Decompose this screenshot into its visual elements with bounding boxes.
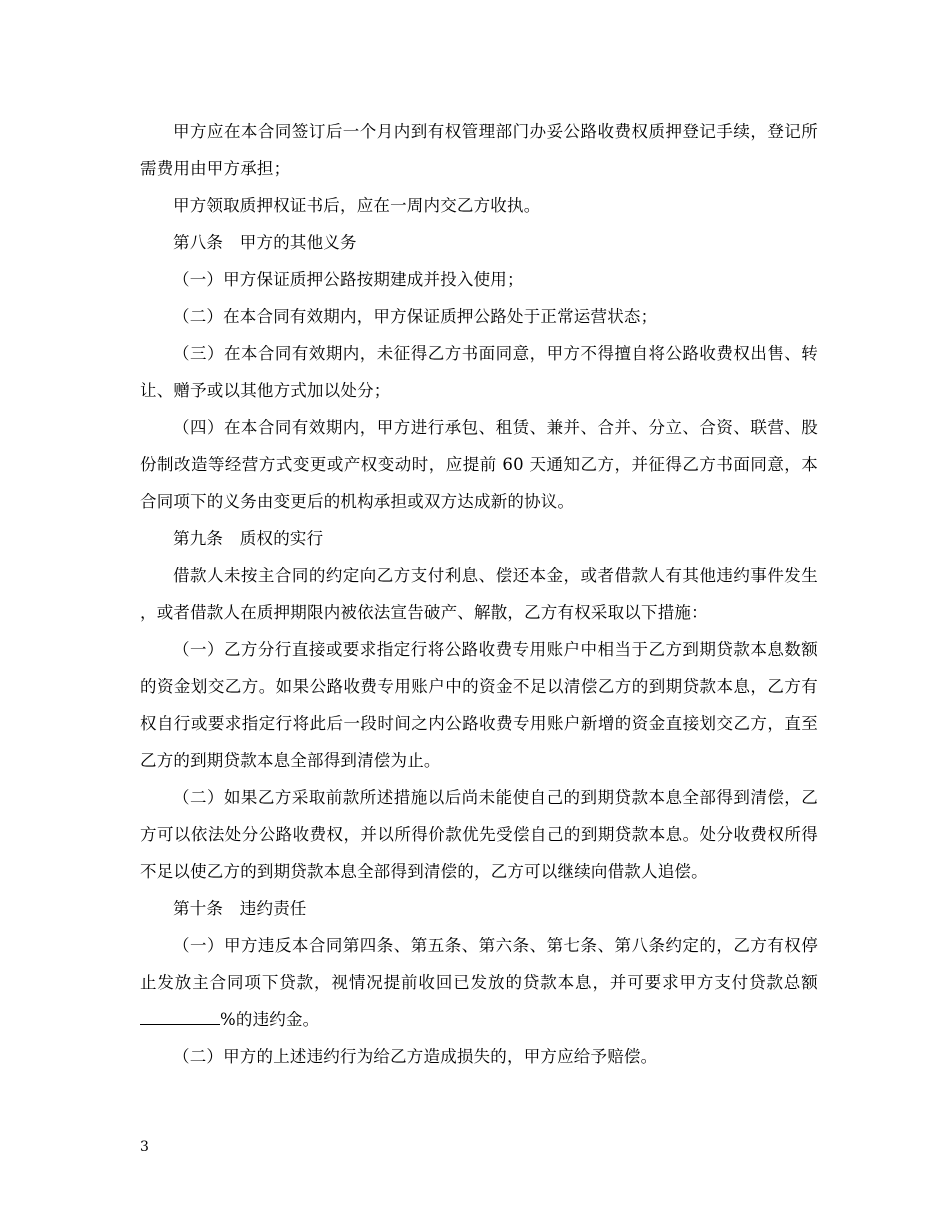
article-10-item-2: （二）甲方的上述违约行为给乙方造成损失的，甲方应给予赔偿。 bbox=[173, 1047, 658, 1066]
article-9-intro: 借款人未按主合同的约定向乙方支付利息、偿还本金，或者借款人有其他违约事件发生，或者借款人在质押期限内被依法宣告破产、解散，乙方有权采取以下措施： bbox=[140, 566, 818, 622]
article-8-item-1: （一）甲方保证质押公路按期建成并投入使用； bbox=[173, 270, 524, 289]
article-8-item-4: （四）在本合同有效期内，甲方进行承包、租赁、兼并、合并、分立、合资、联营、股份制改造等经营方式变更或产权变动时，应提前 60 天通知乙方，并征得乙方书面同意，本合同项下的义务由变更后的机构承担或双方达成新的协议。 bbox=[140, 418, 818, 511]
article-9-item-1: （一）乙方分行直接或要求指定行将公路收费专用账户中相当于乙方到期贷款本息数额的资金划交乙方。如果公路收费专用账户中的资金不足以清偿乙方的到期贷款本息，乙方有权自行或要求指定行将此后一段时间之内公路收费专用账户新增的资金直接划交乙方，直至乙方的到期贷款本息全部得到清偿为止。 bbox=[140, 640, 818, 770]
penalty-rate-blank bbox=[140, 1008, 220, 1026]
document-body bbox=[140, 113, 818, 1075]
penalty-clause-suffix: %的违约金。 bbox=[220, 1010, 320, 1029]
paragraph-registration: 甲方应在本合同签订后一个月内到有权管理部门办妥公路收费权质押登记手续，登记所需费用由甲方承担； bbox=[140, 122, 818, 178]
paragraph-certificate: 甲方领取质押权证书后，应在一周内交乙方收执。 bbox=[173, 196, 541, 215]
page-number: 3 bbox=[140, 1139, 149, 1155]
article-9-item-2: （二）如果乙方采取前款所述措施以后尚未能使自己的到期贷款本息全部得到清偿，乙方可以依法处分公路收费权，并以所得价款优先受偿自己的到期贷款本息。处分收费权所得不足以使乙方的到期贷款本息全部得到清偿的，乙方可以继续向借款人追偿。 bbox=[140, 788, 818, 881]
article-8-item-2: （二）在本合同有效期内，甲方保证质押公路处于正常运营状态； bbox=[173, 307, 658, 326]
article-10-heading: 第十条 违约责任 bbox=[173, 899, 307, 918]
penalty-clause-text: （一）甲方违反本合同第四条、第五条、第六条、第七条、第八条约定的，乙方有权停止发放主合同项下贷款，视情况提前收回已发放的贷款本息，并可要求甲方支付贷款总额 bbox=[140, 936, 818, 992]
article-10-item-1 bbox=[140, 927, 818, 1038]
article-9-heading: 第九条 质权的实行 bbox=[173, 529, 324, 548]
article-8-item-3: （三）在本合同有效期内，未征得乙方书面同意，甲方不得擅自将公路收费权出售、转让、赠予或以其他方式加以处分； bbox=[140, 344, 818, 400]
article-8-heading: 第八条 甲方的其他义务 bbox=[173, 233, 357, 252]
